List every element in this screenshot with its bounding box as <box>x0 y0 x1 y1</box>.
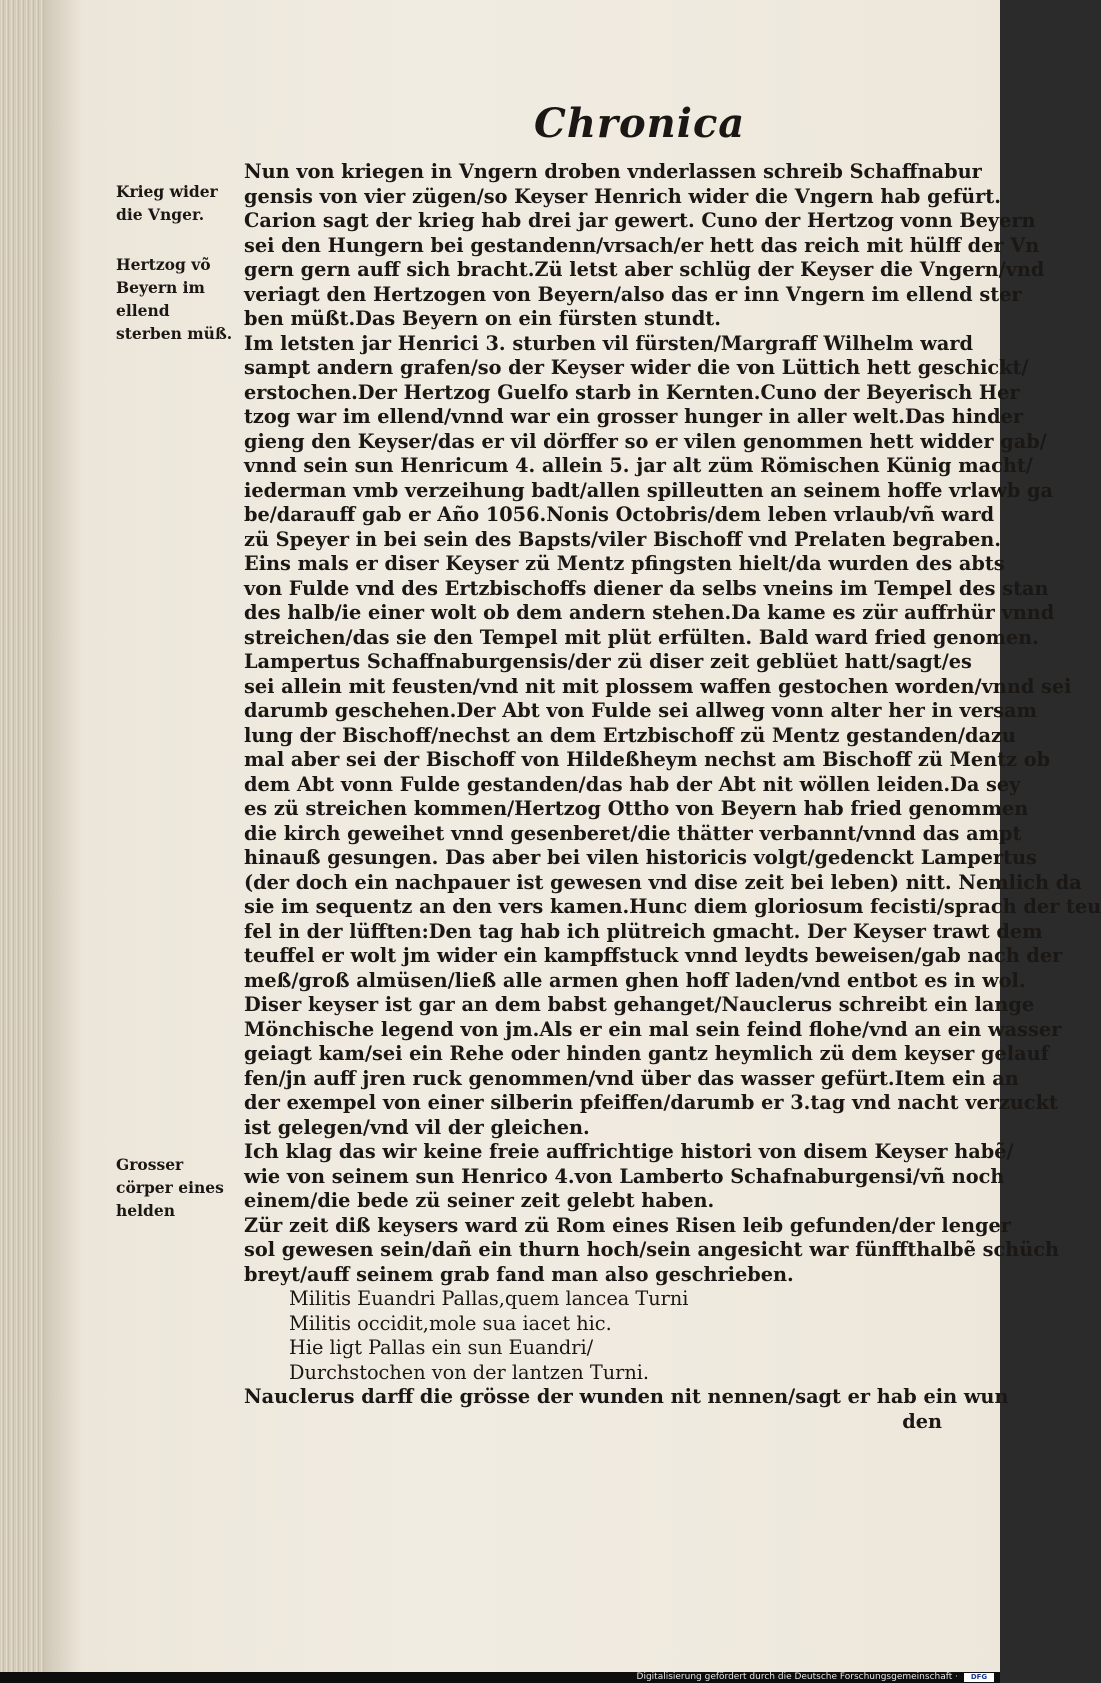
prose-lines <box>244 160 1101 1287</box>
text-line: geiagt kam/sei ein Rehe oder hinden gantz heymlich zü dem keyser gelauf <box>244 1042 1049 1065</box>
text-line: es zü streichen kommen/Hertzog Ottho von Beyern hab fried genommen <box>244 797 1029 820</box>
text-line: ist gelegen/vnd vil der gleichen. <box>244 1115 590 1139</box>
text-line: be/darauff gab er Año 1056.Nonis Octobris/dem leben vrlaub/vñ ward <box>244 503 995 526</box>
text-line: dem Abt vonn Fulde gestanden/das hab der Abt nit wöllen leiden.Da sey <box>244 772 1021 796</box>
text-line: mal aber sei der Bischoff von Hildeßheym nechst am Bischoff zü Mentz ob <box>244 748 1051 771</box>
text-line: Carion sagt der krieg hab drei jar gewert. Cuno der Hertzog vonn Beyern <box>244 209 1036 232</box>
margin-note-grosser-coerper: Grosser cörper eines helden <box>116 1155 224 1220</box>
text-line: Nun von kriegen in Vngern droben vnderlassen schreib Schaffnabur <box>244 160 982 183</box>
text-line: (der doch ein nachpauer ist gewesen vnd dise zeit bei leben) nitt. Nemlich da <box>244 870 1082 894</box>
text-line: gieng den Keyser/das er vil dörffer so er vilen genommen hett widder gab/ <box>244 429 1047 453</box>
margin-note-krieg: Krieg wider die Vnger. <box>116 182 218 224</box>
text-line: meß/groß almüsen/ließ alle armen ghen hoff laden/vnd entbot es in wol. <box>244 968 1026 992</box>
text-line: gensis von vier zügen/so Keyser Henrich wider die Vngern hab gefürt. <box>244 184 1001 208</box>
text-line: fen/jn auff jren ruck genommen/vnd über das wasser gefürt.Item ein an <box>244 1066 1019 1090</box>
verse-lines <box>244 1287 954 1385</box>
text-line: Zür zeit diß keysers ward zü Rom eines Risen leib gefunden/der lenger <box>244 1213 1011 1237</box>
text-line: Im letsten jar Henrici 3. sturben vil fürsten/Margraff Wilhelm ward <box>244 331 973 355</box>
text-line: darumb geschehen.Der Abt von Fulde sei allweg vonn alter her in versam <box>244 699 1037 722</box>
text-line: sei den Hungern bei gestandenn/vrsach/er hett das reich mit hülff der Vn <box>244 233 1040 257</box>
text-line: Diser keyser ist gar an dem babst gehanget/Nauclerus schreibt ein lange <box>244 993 1035 1016</box>
text-line: sie im sequentz an den vers kamen.Hunc diem gloriosum fecisti/sprach der teu <box>244 895 1101 918</box>
text-line: Lampertus Schaffnaburgensis/der zü diser zeit geblüet hatt/sagt/es <box>244 650 972 673</box>
verse-line: Hie ligt Pallas ein sun Euandri/ <box>289 1336 594 1359</box>
text-line: die kirch geweihet vnnd gesenberet/die thätter verbannt/vnnd das ampt <box>244 821 1022 845</box>
text-line: vnnd sein sun Henricum 4. allein 5. jar alt züm Römischen Künig macht/ <box>244 454 1033 477</box>
book-page-edge <box>0 0 46 1672</box>
text-line: des halb/ie einer wolt ob dem andern stehen.Da kame es zür auffrhür vnnd <box>244 601 1055 624</box>
text-line: breyt/auff seinem grab fand man also geschrieben. <box>244 1262 794 1286</box>
text-line: zü Speyer in bei sein des Bapsts/viler Bischoff vnd Prelaten begraben. <box>244 527 1002 551</box>
text-line: Eins mals er diser Keyser zü Mentz pfingsten hielt/da wurden des abts <box>244 552 1005 575</box>
text-line: sei allein mit feusten/vnd nit mit plossem waffen gestochen worden/vnnd sei <box>244 674 1072 698</box>
verse-line: Militis occidit,mole sua iacet hic. <box>289 1311 612 1335</box>
margin-note-hertzog: Hertzog võ Beyern im ellend sterben müß. <box>116 255 233 343</box>
dfg-logo: DFG <box>964 1673 994 1682</box>
text-line: ben müßt.Das Beyern on ein fürsten stundt. <box>244 307 721 330</box>
text-line: erstochen.Der Hertzog Guelfo starb in Kernten.Cuno der Beyerisch Her <box>244 380 1020 404</box>
text-line: Ich klag das wir keine freie auffrichtige histori von disem Keyser habẽ/ <box>244 1140 1014 1163</box>
running-head: Chronica <box>534 100 746 147</box>
verse-line: Durchstochen von der lantzen Turni. <box>289 1360 650 1384</box>
text-line: Mönchische legend von jm.Als er ein mal sein feind flohe/vnd an ein wasser <box>244 1017 1062 1041</box>
footer-credit: Digitalisierung gefördert durch die Deutsche Forschungsgemeinschaft · <box>636 1672 958 1682</box>
digitization-footer <box>0 1672 1000 1683</box>
text-line: iederman vmb verzeihung badt/allen spilleutten an seinem hoffe vrlawb ga <box>244 478 1054 502</box>
verse-line: Militis Euandri Pallas,quem lancea Turni <box>289 1287 689 1310</box>
text-line: hinauß gesungen. Das aber bei vilen historicis volgt/gedenckt Lampertus <box>244 846 1037 869</box>
main-text <box>244 160 1101 1434</box>
text-line: wie von seinem sun Henrico 4.von Lamberto Schafnaburgensi/vñ noch <box>244 1164 1005 1188</box>
text-line: veriagt den Hertzogen von Beyern/also das er inn Vngern im ellend ster <box>244 282 1022 306</box>
text-line: streichen/das sie den Tempel mit plüt erfülten. Bald ward fried genomen. <box>244 625 1039 649</box>
catchword: den <box>902 1409 942 1433</box>
text-line: sampt andern grafen/so der Keyser wider die von Lüttich hett geschickt/ <box>244 356 1029 379</box>
text-line: der exempel von einer silberin pfeiffen/darumb er 3.tag vnd nacht verzuckt <box>244 1091 1058 1114</box>
text-line: fel in der lüfften:Den tag hab ich plütreich gmacht. Der Keyser trawt dem <box>244 919 1043 943</box>
text-line: von Fulde vnd des Ertzbischoffs diener da selbs vneins im Tempel des stan <box>244 576 1049 600</box>
text-line: einem/die bede zü seiner zeit gelebt haben. <box>244 1189 715 1212</box>
text-line: teuffel er wolt jm wider ein kampffstuck vnnd leydts beweisen/gab nach der <box>244 944 1063 967</box>
book-page <box>44 0 1101 1672</box>
text-line: sol gewesen sein/dañ ein thurn hoch/sein angesicht war fünffthalbẽ schüch <box>244 1238 1059 1261</box>
text-line: lung der Bischoff/nechst an dem Ertzbischoff zü Mentz gestanden/dazu <box>244 723 1016 747</box>
closing-line: Nauclerus darff die grösse der wunden nit nennen/sagt er hab ein wun <box>244 1385 1009 1408</box>
text-line: gern gern auff sich bracht.Zü letst aber schlüg der Keyser die Vngern/vnd <box>244 258 1045 281</box>
text-line: tzog war im ellend/vnnd war ein grosser hunger in aller welt.Das hinder <box>244 405 1023 428</box>
